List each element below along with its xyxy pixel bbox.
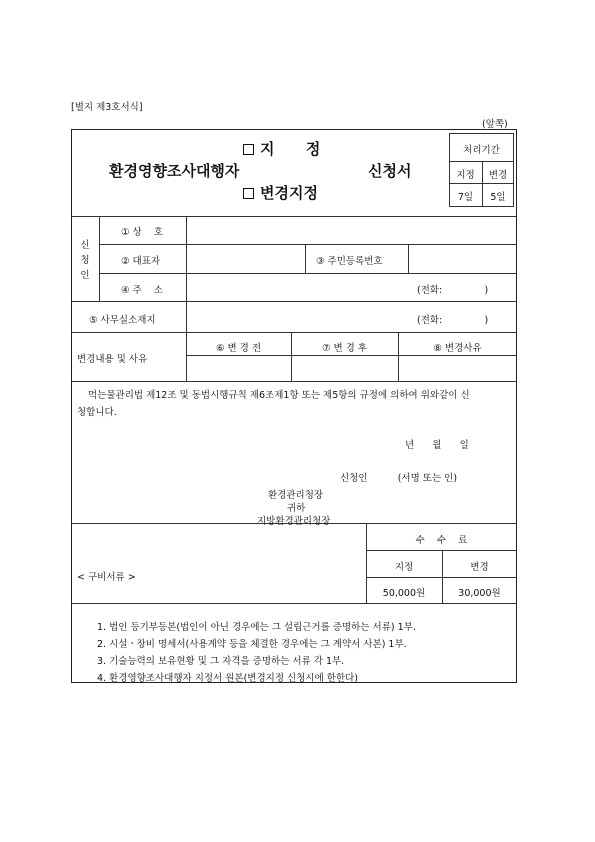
declaration-signature[interactable]: 신청인 (서명 또는 인) xyxy=(340,473,458,484)
address-phone[interactable]: (전화: ) xyxy=(417,285,489,296)
page-side-label: (앞쪽) xyxy=(482,119,508,130)
declaration-line-1: 먹는물관리법 제12조 및 동법시행규칙 제6조제1항 또는 제5항의 규정에 의하여 위와같이 신 xyxy=(88,390,470,401)
divider-title xyxy=(71,216,517,217)
company-name-label: ① 상 호 xyxy=(121,227,163,238)
title-option-change-label: 변경지정 xyxy=(260,184,318,202)
divider-row4 xyxy=(71,332,517,333)
processing-val-designate: 7일 xyxy=(457,192,474,203)
title-option-designate xyxy=(243,138,320,159)
vline-regno-right xyxy=(408,244,409,273)
fee-col-change: 변경 xyxy=(470,562,489,573)
required-doc-item: 1. 법인 등기부등본(법인이 아닌 경우에는 그 설립근거를 증명하는 서류) 1부. xyxy=(97,622,416,633)
office-location-label: ⑤ 사무실소재지 xyxy=(89,315,156,326)
fee-val-designate: 50,000원 xyxy=(382,588,426,599)
address-label: ④ 주 소 xyxy=(121,285,163,296)
required-doc-item: 3. 기술능력의 보유현황 및 그 자격을 증명하는 서류 각 1부. xyxy=(97,656,345,667)
change-reason-header: ⑧ 변경사유 xyxy=(433,343,482,354)
recipient-regional-office: 지방환경관리청장 xyxy=(257,516,331,527)
divider-documents xyxy=(71,603,517,604)
checkbox-designate[interactable] xyxy=(243,144,254,155)
applicant-label-char-1: 신 xyxy=(80,240,90,251)
vline-regno-left xyxy=(305,244,306,273)
required-doc-item: 2. 시설ㆍ장비 명세서(사용계약 등을 체결한 경우에는 그 계약서 사본) 1부. xyxy=(97,639,407,650)
change-reason-field[interactable] xyxy=(399,356,516,380)
title-option-change xyxy=(243,182,318,203)
title-option-designate-label: 지 정 xyxy=(260,140,321,158)
declaration-date[interactable]: 년 월 일 xyxy=(405,440,469,451)
processing-val-change: 5일 xyxy=(490,192,506,203)
vline-applicant xyxy=(99,216,100,301)
fee-col-designate: 지정 xyxy=(394,562,414,573)
applicant-label-char-2: 청 xyxy=(80,255,90,266)
representative-label: ② 대표자 xyxy=(121,256,161,267)
changes-label: 변경내용 및 사유 xyxy=(77,354,148,365)
processing-col-change: 변경 xyxy=(488,170,508,181)
recipient-env-office: 환경관리청장 xyxy=(268,490,324,501)
change-before-header: ⑥ 변 경 전 xyxy=(215,343,262,354)
required-docs-label: < 구비서류 > xyxy=(77,572,136,583)
change-after-header: ⑦ 변 경 후 xyxy=(321,343,368,354)
checkbox-change[interactable] xyxy=(243,188,254,199)
applicant-label-char-3: 인 xyxy=(80,270,90,281)
required-doc-item: 4. 환경영향조사대행자 지정서 원본(변경지정 신청시에 한한다) xyxy=(97,673,359,684)
divider-row1 xyxy=(99,244,517,245)
divider-changes xyxy=(71,381,517,382)
divider-row3 xyxy=(71,301,517,302)
fee-val-change: 30,000원 xyxy=(458,588,501,599)
processing-col-designate: 지정 xyxy=(456,170,475,181)
resident-number-label: ③ 주민등록번호 xyxy=(316,256,383,267)
fee-header: 수 수 료 xyxy=(415,535,468,546)
processing-header: 처리기간 xyxy=(463,145,500,156)
divider-row2 xyxy=(99,273,517,274)
title-main: 환경영향조사대행자 xyxy=(109,162,240,180)
declaration-line-2: 청합니다. xyxy=(77,407,117,418)
title-suffix: 신청서 xyxy=(368,162,412,180)
proc-box-top xyxy=(449,133,514,134)
applicant-section-label xyxy=(71,238,99,283)
form-number-label: [별지 제3호서식] xyxy=(71,102,143,113)
change-before-field[interactable] xyxy=(187,356,290,380)
proc-box-bottom xyxy=(449,206,514,207)
change-after-field[interactable] xyxy=(292,356,397,380)
office-phone[interactable]: (전화: ) xyxy=(417,315,489,326)
application-form xyxy=(71,129,517,683)
recipient-honorific: 귀하 xyxy=(287,503,306,514)
